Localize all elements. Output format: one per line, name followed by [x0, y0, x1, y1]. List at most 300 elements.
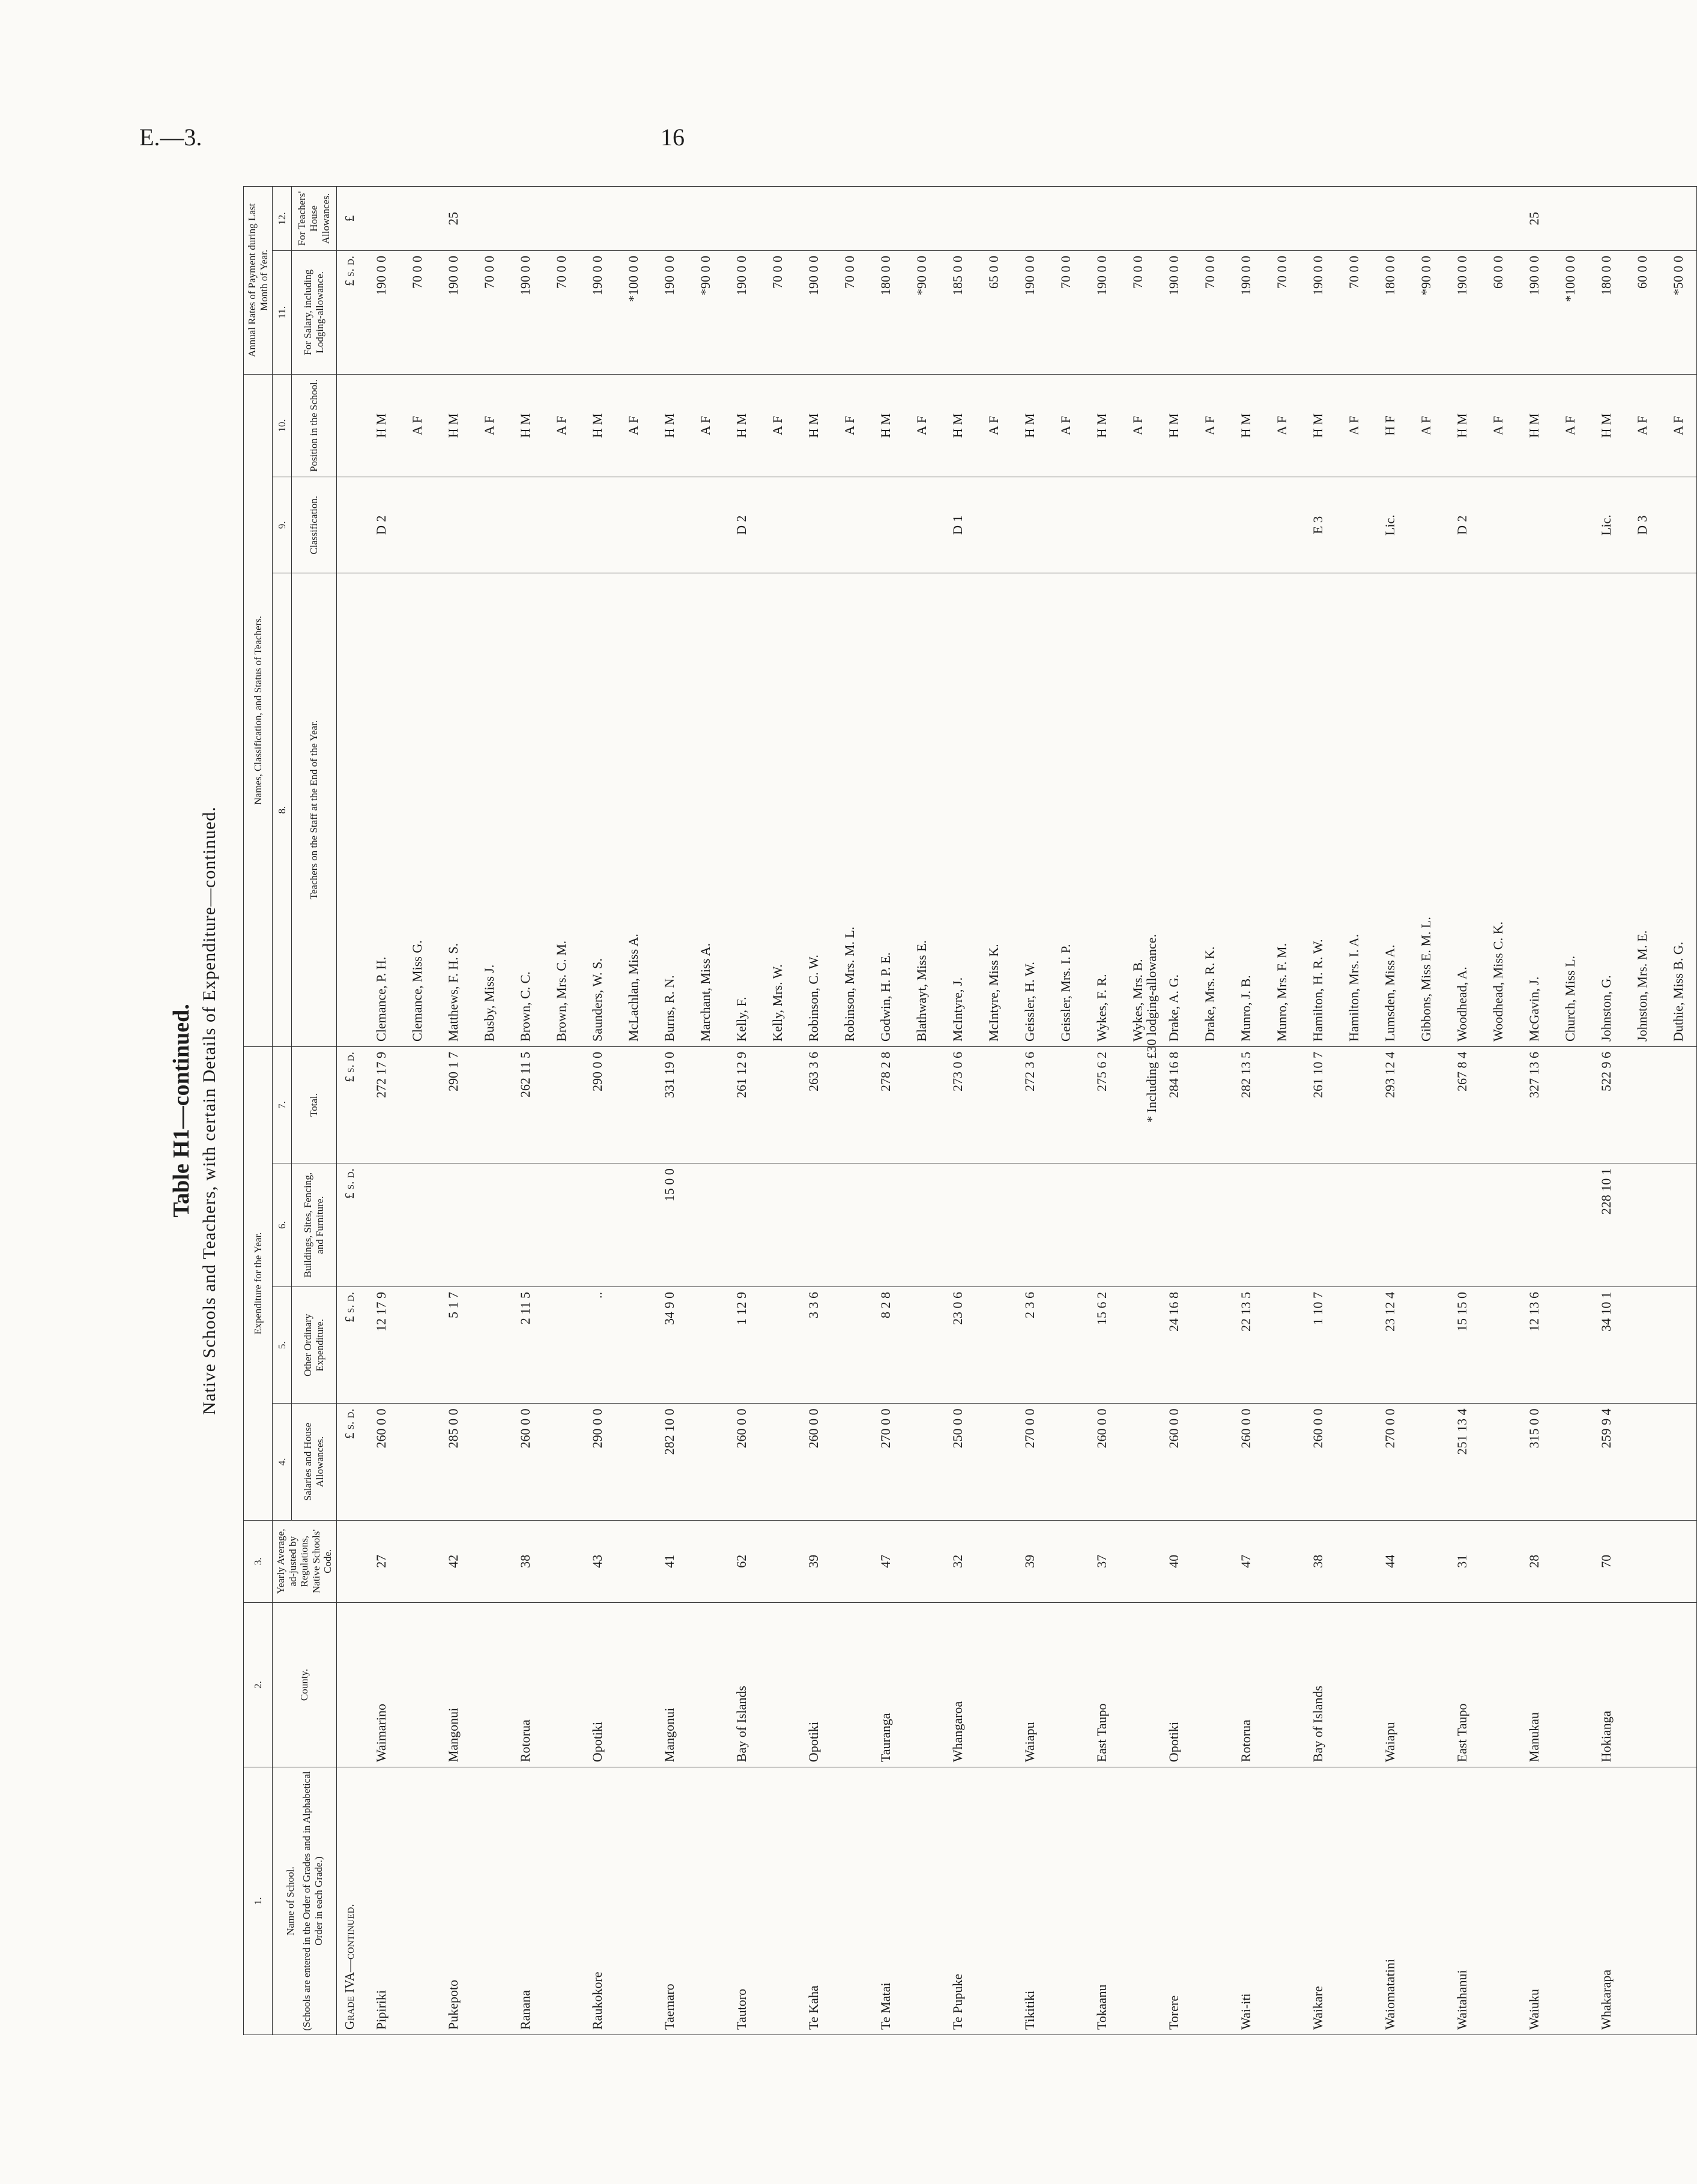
- buildings-cell: [616, 1163, 652, 1287]
- salary-rate-cell: *90 0 0: [688, 250, 724, 374]
- school-name-cell: Waiomatatini: [1372, 1767, 1408, 2035]
- school-name-cell: Te Pupuke: [940, 1767, 976, 2035]
- salary-rate-cell: *50 0 0: [1660, 250, 1697, 374]
- house-allowance-cell: [363, 187, 399, 251]
- table-row: [435, 187, 471, 2035]
- buildings-cell: [1012, 1163, 1048, 1287]
- col-num-9: 9.: [273, 477, 292, 573]
- buildings-cell: [1192, 1163, 1228, 1287]
- attendance-header: Yearly Average, ad-justed by Regulations, Native Schools' Code.: [273, 1520, 337, 1602]
- county-cell: Mangonui: [652, 1602, 688, 1767]
- buildings-cell: 15 0 0: [652, 1163, 688, 1287]
- attendance-cell: [1552, 1520, 1588, 1602]
- classification-header: Classification.: [291, 477, 336, 573]
- school-name-note: (Schools are entered in the Order of Grades and in Alphabetical Order in each Grade.): [301, 1771, 324, 2031]
- teacher-name-cell: Geissler, Mrs. I. P.: [1048, 573, 1084, 1047]
- table-row: [1372, 187, 1408, 2035]
- teacher-name-cell: Drake, A. G.: [1156, 573, 1192, 1047]
- col-num-12: 12.: [273, 187, 292, 251]
- total-cell: 293 12 4: [1372, 1046, 1408, 1163]
- table-row: [1048, 187, 1084, 2035]
- table-row: [1300, 187, 1336, 2035]
- attendance-cell: 32: [940, 1520, 976, 1602]
- attendance-cell: [1480, 1520, 1516, 1602]
- salaries-cell: 250 0 0: [940, 1404, 976, 1520]
- other-expenditure-cell: [904, 1287, 940, 1404]
- col-num-10: 10.: [273, 374, 292, 477]
- position-cell: H F: [1372, 374, 1408, 477]
- salary-rate-cell: 185 0 0: [940, 250, 976, 374]
- salary-rate-cell: *100 0 0: [616, 250, 652, 374]
- school-name-cell: [1408, 1767, 1444, 2035]
- other-expenditure-cell: 24 16 8: [1156, 1287, 1192, 1404]
- buildings-cell: [688, 1163, 724, 1287]
- teacher-name-cell: Drake, Mrs. R. K.: [1192, 573, 1228, 1047]
- county-cell: Bay of Islands: [1300, 1602, 1336, 1767]
- house-allowance-cell: [832, 187, 868, 251]
- total-cell: [1624, 1046, 1660, 1163]
- salaries-cell: [1192, 1404, 1228, 1520]
- house-allowance-cell: [1372, 187, 1408, 251]
- county-cell: [1048, 1602, 1084, 1767]
- table-row: [1264, 187, 1300, 2035]
- salary-rate-cell: 190 0 0: [652, 250, 688, 374]
- house-allowance-cell: [1300, 187, 1336, 251]
- total-cell: [1264, 1046, 1300, 1163]
- school-name-cell: [1624, 1767, 1660, 2035]
- salary-rate-cell: 190 0 0: [363, 250, 399, 374]
- other-expenditure-cell: 12 17 9: [363, 1287, 399, 1404]
- table-row: [796, 187, 832, 2035]
- attendance-cell: [904, 1520, 940, 1602]
- county-cell: [1192, 1602, 1228, 1767]
- total-cell: 261 10 7: [1300, 1046, 1336, 1163]
- total-cell: 290 1 7: [435, 1046, 471, 1163]
- buildings-cell: [1624, 1163, 1660, 1287]
- buildings-cell: [796, 1163, 832, 1287]
- school-name-cell: [904, 1767, 940, 2035]
- county-cell: [760, 1602, 796, 1767]
- other-expenditure-cell: ..: [579, 1287, 616, 1404]
- table-row: [1516, 187, 1552, 2035]
- house-allowance-cell: [1588, 187, 1624, 251]
- buildings-cell: [1516, 1163, 1552, 1287]
- classification-cell: [1192, 477, 1228, 573]
- table-row: [507, 187, 543, 2035]
- school-name-cell: [399, 1767, 435, 2035]
- grade-label: Grade IVA—continued.: [336, 1767, 363, 2035]
- salary-rate-cell: *90 0 0: [904, 250, 940, 374]
- total-cell: [1192, 1046, 1228, 1163]
- school-name-cell: [1120, 1767, 1156, 2035]
- county-cell: [832, 1602, 868, 1767]
- table-row: [1660, 187, 1697, 2035]
- total-cell: 522 9 6: [1588, 1046, 1624, 1163]
- table-row: [1480, 187, 1516, 2035]
- other-expenditure-cell: 23 12 4: [1372, 1287, 1408, 1404]
- salaries-cell: 270 0 0: [1372, 1404, 1408, 1520]
- county-cell: Waiapu: [1012, 1602, 1048, 1767]
- total-cell: [616, 1046, 652, 1163]
- county-cell: [976, 1602, 1012, 1767]
- school-name-cell: [1336, 1767, 1372, 2035]
- total-cell: [976, 1046, 1012, 1163]
- school-name-cell: [760, 1767, 796, 2035]
- buildings-cell: [1156, 1163, 1192, 1287]
- other-expenditure-cell: [832, 1287, 868, 1404]
- other-expenditure-cell: [688, 1287, 724, 1404]
- total-cell: 272 17 9: [363, 1046, 399, 1163]
- salary-rate-cell: 70 0 0: [832, 250, 868, 374]
- school-name-cell: Tikitiki: [1012, 1767, 1048, 2035]
- table-row: [1624, 187, 1660, 2035]
- position-cell: H M: [1084, 374, 1120, 477]
- school-name-cell: Wai-iti: [1228, 1767, 1264, 2035]
- county-cell: [688, 1602, 724, 1767]
- salary-rate-cell: 70 0 0: [1264, 250, 1300, 374]
- salary-rate-cell: 190 0 0: [1300, 250, 1336, 374]
- attendance-cell: 47: [868, 1520, 904, 1602]
- col-num-8: 8.: [273, 573, 292, 1047]
- buildings-cell: 228 10 1: [1588, 1163, 1624, 1287]
- buildings-cell: [976, 1163, 1012, 1287]
- total-cell: 263 3 6: [796, 1046, 832, 1163]
- salary-rate-cell: 70 0 0: [1048, 250, 1084, 374]
- classification-cell: [1516, 477, 1552, 573]
- salaries-cell: 260 0 0: [363, 1404, 399, 1520]
- classification-cell: [1264, 477, 1300, 573]
- house-allowance-cell: [904, 187, 940, 251]
- county-cell: [616, 1602, 652, 1767]
- school-name-cell: [976, 1767, 1012, 2035]
- house-allowance-cell: [1444, 187, 1480, 251]
- salaries-cell: [904, 1404, 940, 1520]
- salaries-cell: [976, 1404, 1012, 1520]
- total-unit: £ s. d.: [336, 1046, 363, 1163]
- classification-cell: [1408, 477, 1444, 573]
- teacher-name-cell: Munro, Mrs. F. M.: [1264, 573, 1300, 1047]
- table-row: [760, 187, 796, 2035]
- teacher-name-cell: Munro, J. B.: [1228, 573, 1264, 1047]
- house-allowance-cell: [1228, 187, 1264, 251]
- salary-rate-cell: *90 0 0: [1408, 250, 1444, 374]
- total-cell: 284 16 8: [1156, 1046, 1192, 1163]
- position-cell: H M: [724, 374, 760, 477]
- salary-rate-cell: 190 0 0: [1228, 250, 1264, 374]
- position-cell: A F: [616, 374, 652, 477]
- salaries-cell: 260 0 0: [1084, 1404, 1120, 1520]
- classification-cell: [616, 477, 652, 573]
- table-subtitle: Native Schools and Teachers, with certain Details of Expenditure—continued.: [199, 806, 219, 1415]
- buildings-cell: [1660, 1163, 1697, 1287]
- other-expenditure-cell: [1048, 1287, 1084, 1404]
- salary-rate-unit: £ s. d.: [336, 250, 363, 374]
- house-allowance-cell: [1048, 187, 1084, 251]
- classification-cell: [1156, 477, 1192, 573]
- attendance-cell: 44: [1372, 1520, 1408, 1602]
- other-expenditure-cell: 2 3 6: [1012, 1287, 1048, 1404]
- salaries-cell: [616, 1404, 652, 1520]
- other-expenditure-cell: [616, 1287, 652, 1404]
- total-cell: 262 11 5: [507, 1046, 543, 1163]
- salaries-header: Salaries and House Allowances.: [291, 1404, 336, 1520]
- total-cell: [904, 1046, 940, 1163]
- salaries-cell: [1660, 1404, 1697, 1520]
- classification-cell: [1228, 477, 1264, 573]
- house-allowance-cell: [1624, 187, 1660, 251]
- salaries-cell: 285 0 0: [435, 1404, 471, 1520]
- other-expenditure-cell: [1660, 1287, 1697, 1404]
- position-cell: A F: [1660, 374, 1697, 477]
- house-allowance-cell: [471, 187, 507, 251]
- attendance-cell: [471, 1520, 507, 1602]
- attendance-cell: 38: [507, 1520, 543, 1602]
- position-cell: H M: [868, 374, 904, 477]
- table-row: [471, 187, 507, 2035]
- salaries-cell: 260 0 0: [1228, 1404, 1264, 1520]
- teacher-name-cell: McIntyre, Miss K.: [976, 573, 1012, 1047]
- house-allowance-cell: [1120, 187, 1156, 251]
- county-cell: Bay of Islands: [724, 1602, 760, 1767]
- school-name-cell: [471, 1767, 507, 2035]
- school-name-cell: [616, 1767, 652, 2035]
- salary-rate-cell: 70 0 0: [471, 250, 507, 374]
- salaries-cell: [832, 1404, 868, 1520]
- position-cell: A F: [1552, 374, 1588, 477]
- school-name-cell: Pukepoto: [435, 1767, 471, 2035]
- other-expenditure-header: Other Ordinary Expenditure.: [291, 1287, 336, 1404]
- attendance-cell: 70: [1588, 1520, 1624, 1602]
- table-row: [1408, 187, 1444, 2035]
- county-cell: [1660, 1602, 1697, 1767]
- salary-rate-cell: 65 0 0: [976, 250, 1012, 374]
- attendance-cell: 42: [435, 1520, 471, 1602]
- county-cell: Opotiki: [579, 1602, 616, 1767]
- teachers-header: Teachers on the Staff at the End of the Year.: [291, 573, 336, 1047]
- county-cell: [543, 1602, 579, 1767]
- classification-cell: [1660, 477, 1697, 573]
- col-num-2: 2.: [244, 1602, 273, 1767]
- other-expenditure-cell: 15 6 2: [1084, 1287, 1120, 1404]
- position-cell: A F: [688, 374, 724, 477]
- position-cell: A F: [760, 374, 796, 477]
- table-row: [1156, 187, 1192, 2035]
- teacher-name-cell: Johnston, G.: [1588, 573, 1624, 1047]
- buildings-cell: [543, 1163, 579, 1287]
- total-cell: 272 3 6: [1012, 1046, 1048, 1163]
- grade-row: [336, 187, 363, 2035]
- classification-cell: [760, 477, 796, 573]
- table-row: [616, 187, 652, 2035]
- salary-rate-cell: 190 0 0: [435, 250, 471, 374]
- salary-rate-cell: 190 0 0: [579, 250, 616, 374]
- salary-rate-cell: *100 0 0: [1552, 250, 1588, 374]
- other-expenditure-cell: [543, 1287, 579, 1404]
- position-cell: A F: [976, 374, 1012, 477]
- buildings-cell: [724, 1163, 760, 1287]
- report-code: E.—3.: [139, 124, 202, 151]
- other-expenditure-cell: 1 12 9: [724, 1287, 760, 1404]
- position-cell: H M: [579, 374, 616, 477]
- attendance-cell: [1624, 1520, 1660, 1602]
- school-name-cell: [1660, 1767, 1697, 2035]
- other-expenditure-cell: [1336, 1287, 1372, 1404]
- salaries-cell: 260 0 0: [1300, 1404, 1336, 1520]
- rotated-table-page: [168, 186, 1686, 2035]
- table-row: [1552, 187, 1588, 2035]
- house-allowance-cell: [1156, 187, 1192, 251]
- county-cell: East Taupo: [1444, 1602, 1480, 1767]
- table-row: [543, 187, 579, 2035]
- attendance-cell: 43: [579, 1520, 616, 1602]
- position-cell: A F: [1408, 374, 1444, 477]
- house-allowance-cell: [652, 187, 688, 251]
- attendance-cell: 62: [724, 1520, 760, 1602]
- other-expenditure-cell: [1120, 1287, 1156, 1404]
- total-cell: 331 19 0: [652, 1046, 688, 1163]
- classification-cell: [976, 477, 1012, 573]
- house-allowance-cell: [616, 187, 652, 251]
- salary-rate-cell: 70 0 0: [399, 250, 435, 374]
- position-cell: A F: [1048, 374, 1084, 477]
- buildings-cell: [1444, 1163, 1480, 1287]
- other-expenditure-cell: 23 0 6: [940, 1287, 976, 1404]
- total-cell: [1660, 1046, 1697, 1163]
- county-cell: [1624, 1602, 1660, 1767]
- teacher-name-cell: Blathwayt, Miss E.: [904, 573, 940, 1047]
- school-name-cell: Raukokore: [579, 1767, 616, 2035]
- salaries-cell: [543, 1404, 579, 1520]
- house-allowance-cell: [1336, 187, 1372, 251]
- buildings-cell: [904, 1163, 940, 1287]
- school-name-cell: Waikare: [1300, 1767, 1336, 2035]
- house-allowance-cell: [1408, 187, 1444, 251]
- table-row: [724, 187, 760, 2035]
- salaries-cell: [1480, 1404, 1516, 1520]
- county-cell: Rotorua: [1228, 1602, 1264, 1767]
- classification-cell: [1120, 477, 1156, 573]
- position-cell: A F: [543, 374, 579, 477]
- table-title-block: [168, 186, 220, 2035]
- county-cell: Tauranga: [868, 1602, 904, 1767]
- salary-rate-cell: 180 0 0: [868, 250, 904, 374]
- table-row: [868, 187, 904, 2035]
- table-row: [1336, 187, 1372, 2035]
- salaries-cell: [399, 1404, 435, 1520]
- total-cell: 290 0 0: [579, 1046, 616, 1163]
- total-cell: [543, 1046, 579, 1163]
- buildings-cell: [507, 1163, 543, 1287]
- buildings-cell: [579, 1163, 616, 1287]
- house-allowance-cell: [399, 187, 435, 251]
- position-cell: A F: [1336, 374, 1372, 477]
- house-allowance-cell: [1012, 187, 1048, 251]
- total-cell: [1048, 1046, 1084, 1163]
- school-name-cell: Ranana: [507, 1767, 543, 2035]
- house-allowance-cell: [1084, 187, 1120, 251]
- total-cell: [1552, 1046, 1588, 1163]
- classification-cell: [471, 477, 507, 573]
- other-expenditure-cell: [1264, 1287, 1300, 1404]
- col-num-3: 3.: [244, 1520, 273, 1602]
- col-num-6: 6.: [273, 1163, 292, 1287]
- total-cell: [1336, 1046, 1372, 1163]
- salary-rate-cell: 180 0 0: [1588, 250, 1624, 374]
- salary-rate-cell: 190 0 0: [1516, 250, 1552, 374]
- page-number: 16: [661, 124, 685, 151]
- teacher-name-cell: Burns, R. N.: [652, 573, 688, 1047]
- position-cell: A F: [1624, 374, 1660, 477]
- teacher-name-cell: Kelly, F.: [724, 573, 760, 1047]
- position-cell: A F: [399, 374, 435, 477]
- school-name-cell: [1264, 1767, 1300, 2035]
- position-cell: H M: [507, 374, 543, 477]
- position-cell: A F: [1480, 374, 1516, 477]
- buildings-cell: [435, 1163, 471, 1287]
- teacher-name-cell: McIntyre, J.: [940, 573, 976, 1047]
- total-cell: 273 0 6: [940, 1046, 976, 1163]
- house-allowance-cell: [507, 187, 543, 251]
- salary-rate-cell: 60 0 0: [1624, 250, 1660, 374]
- attendance-cell: [1120, 1520, 1156, 1602]
- county-cell: [399, 1602, 435, 1767]
- teacher-name-cell: Brown, Mrs. C. M.: [543, 573, 579, 1047]
- other-expenditure-cell: [976, 1287, 1012, 1404]
- county-cell: [1552, 1602, 1588, 1767]
- other-expenditure-cell: [1624, 1287, 1660, 1404]
- buildings-cell: [1228, 1163, 1264, 1287]
- teacher-name-cell: Geissler, H. W.: [1012, 573, 1048, 1047]
- buildings-cell: [1372, 1163, 1408, 1287]
- col-num-4: 4.: [273, 1404, 292, 1520]
- house-allowance-cell: 25: [1516, 187, 1552, 251]
- county-cell: Opotiki: [796, 1602, 832, 1767]
- total-cell: 282 13 5: [1228, 1046, 1264, 1163]
- teacher-name-cell: Lumsden, Miss A.: [1372, 573, 1408, 1047]
- buildings-cell: [1048, 1163, 1084, 1287]
- teacher-name-cell: Kelly, Mrs. W.: [760, 573, 796, 1047]
- position-cell: H M: [1588, 374, 1624, 477]
- salary-rate-cell: 190 0 0: [1444, 250, 1480, 374]
- teacher-name-cell: Clemance, P. H.: [363, 573, 399, 1047]
- salary-rate-cell: 70 0 0: [1192, 250, 1228, 374]
- position-cell: A F: [1192, 374, 1228, 477]
- classification-cell: D 3: [1624, 477, 1660, 573]
- footnote: * Including £30 lodging-allowance.: [1144, 934, 1159, 1123]
- school-name-cell: [1048, 1767, 1084, 2035]
- classification-cell: [579, 477, 616, 573]
- county-cell: [1120, 1602, 1156, 1767]
- teacher-name-cell: Wykes, Mrs. B.: [1120, 573, 1156, 1047]
- position-cell: H M: [1444, 374, 1480, 477]
- salaries-cell: 290 0 0: [579, 1404, 616, 1520]
- salaries-cell: [471, 1404, 507, 1520]
- buildings-cell: [1408, 1163, 1444, 1287]
- position-cell: A F: [471, 374, 507, 477]
- other-expenditure-cell: 34 9 0: [652, 1287, 688, 1404]
- table-row: [1012, 187, 1048, 2035]
- classification-cell: [1336, 477, 1372, 573]
- total-cell: [760, 1046, 796, 1163]
- house-unit: £: [336, 187, 363, 251]
- classification-cell: [688, 477, 724, 573]
- teacher-name-cell: Johnston, Mrs. M. E.: [1624, 573, 1660, 1047]
- other-expenditure-cell: 2 11 5: [507, 1287, 543, 1404]
- teacher-name-cell: Church, Miss L.: [1552, 573, 1588, 1047]
- teacher-name-cell: Godwin, H. P. E.: [868, 573, 904, 1047]
- col-num-11: 11.: [273, 250, 292, 374]
- attendance-cell: 31: [1444, 1520, 1480, 1602]
